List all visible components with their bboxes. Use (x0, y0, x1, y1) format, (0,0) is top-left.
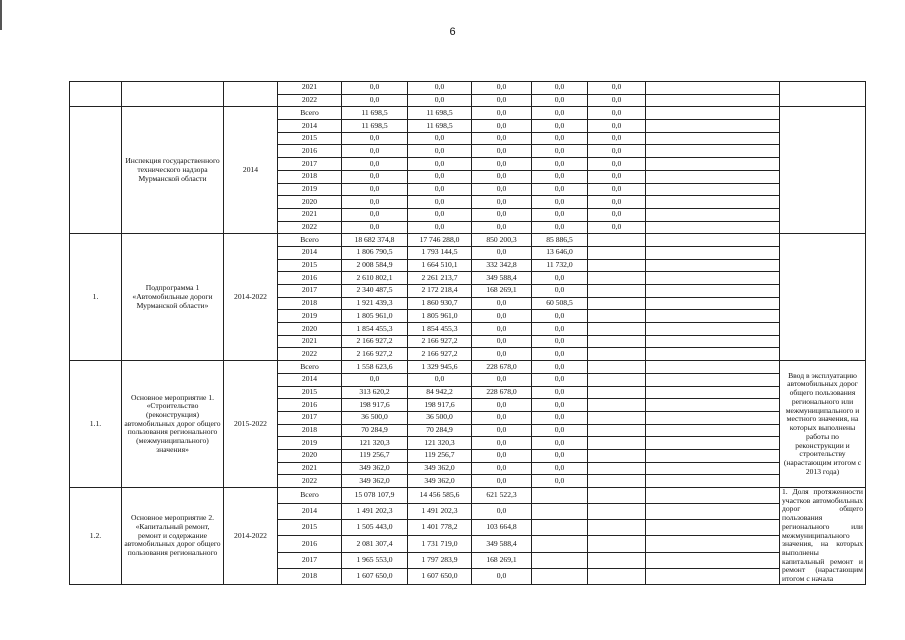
empty-cell (646, 145, 780, 158)
year-cell: 2014 (278, 120, 342, 133)
amount-cell: 198 917,6 (408, 399, 472, 412)
amount-cell: 1 731 719,0 (408, 536, 472, 552)
amount-cell: 0,0 (532, 145, 588, 158)
amount-cell: 11 698,5 (342, 120, 408, 133)
amount-cell: 84 942,2 (408, 386, 472, 399)
amount-cell: 0,0 (532, 335, 588, 348)
amount-cell: 2 261 213,7 (408, 272, 472, 285)
amount-cell: 0,0 (472, 424, 532, 437)
amount-cell (588, 488, 646, 504)
item-result (780, 234, 866, 361)
amount-cell: 0,0 (342, 170, 408, 183)
amount-cell: 0,0 (588, 208, 646, 221)
amount-cell: 0,0 (408, 208, 472, 221)
year-cell: 2016 (278, 399, 342, 412)
empty-cell (646, 504, 780, 520)
amount-cell: 17 746 288,0 (408, 234, 472, 247)
amount-cell (588, 285, 646, 298)
amount-cell: 0,0 (472, 568, 532, 584)
amount-cell: 0,0 (408, 132, 472, 145)
amount-cell: 14 456 585,6 (408, 488, 472, 504)
amount-cell: 0,0 (472, 183, 532, 196)
amount-cell: 1 664 510,1 (408, 259, 472, 272)
year-cell: 2021 (278, 462, 342, 475)
amount-cell: 0,0 (472, 335, 532, 348)
year-cell: 2016 (278, 145, 342, 158)
amount-cell: 0,0 (532, 449, 588, 462)
empty-cell (646, 158, 780, 171)
empty-cell (646, 536, 780, 552)
empty-cell (646, 568, 780, 584)
year-cell: 2018 (278, 170, 342, 183)
amount-cell: 0,0 (532, 158, 588, 171)
amount-cell: 0,0 (532, 132, 588, 145)
amount-cell (588, 246, 646, 259)
item-result (780, 107, 866, 234)
item-period: 2014-2022 (224, 488, 278, 585)
empty-cell (646, 424, 780, 437)
amount-cell: 2 172 218,4 (408, 285, 472, 298)
year-cell: Всего (278, 488, 342, 504)
amount-cell: 313 620,2 (342, 386, 408, 399)
year-cell: 2017 (278, 158, 342, 171)
amount-cell: 0,0 (472, 373, 532, 386)
amount-cell: 0,0 (472, 145, 532, 158)
amount-cell: 121 320,3 (408, 437, 472, 450)
amount-cell: 18 682 374,8 (342, 234, 408, 247)
amount-cell: 11 732,0 (532, 259, 588, 272)
empty-cell (646, 373, 780, 386)
amount-cell: 0,0 (532, 208, 588, 221)
table-row (70, 234, 866, 247)
amount-cell: 0,0 (588, 196, 646, 209)
amount-cell: 119 256,7 (342, 449, 408, 462)
amount-cell: 1 401 778,2 (408, 520, 472, 536)
amount-cell (588, 323, 646, 336)
item-name: Подпрограмма 1 «Автомобильные дороги Мурманской области» (122, 234, 224, 361)
amount-cell: 2 166 927,2 (342, 335, 408, 348)
item-result: 1. Доля протяженности участков автомобильных дорог общего пользования регионального или межмуниципального значения, на которых выполнены капитальный ремонт и ремонт (нарастающим итогом с начала (780, 488, 866, 585)
amount-cell: 349 362,0 (342, 462, 408, 475)
empty-cell (646, 361, 780, 374)
year-cell: 2015 (278, 259, 342, 272)
amount-cell (588, 335, 646, 348)
amount-cell: 0,0 (588, 170, 646, 183)
empty-cell (646, 221, 780, 234)
amount-cell: 11 698,5 (342, 107, 408, 120)
empty-cell (646, 285, 780, 298)
item-number (70, 82, 122, 107)
amount-cell (588, 424, 646, 437)
amount-cell: 60 508,5 (532, 297, 588, 310)
amount-cell: 168 269,1 (472, 552, 532, 568)
amount-cell: 2 610 802,1 (342, 272, 408, 285)
amount-cell: 0,0 (472, 82, 532, 95)
item-period (224, 82, 278, 107)
amount-cell: 1 806 790,5 (342, 246, 408, 259)
amount-cell: 70 284,9 (342, 424, 408, 437)
amount-cell (588, 399, 646, 412)
empty-cell (646, 310, 780, 323)
amount-cell: 2 340 487,5 (342, 285, 408, 298)
amount-cell (588, 520, 646, 536)
year-cell: 2015 (278, 386, 342, 399)
amount-cell: 1 505 443,0 (342, 520, 408, 536)
amount-cell (532, 504, 588, 520)
amount-cell: 0,0 (532, 221, 588, 234)
empty-cell (646, 120, 780, 133)
year-cell: 2020 (278, 323, 342, 336)
amount-cell: 349 362,0 (408, 462, 472, 475)
amount-cell: 0,0 (588, 221, 646, 234)
amount-cell (588, 259, 646, 272)
year-cell: 2019 (278, 183, 342, 196)
amount-cell: 0,0 (342, 196, 408, 209)
amount-cell: 0,0 (342, 208, 408, 221)
empty-cell (646, 462, 780, 475)
empty-cell (646, 475, 780, 488)
amount-cell: 103 664,8 (472, 520, 532, 536)
amount-cell: 0,0 (588, 82, 646, 95)
amount-cell: 0,0 (342, 94, 408, 107)
amount-cell: 36 500,0 (408, 411, 472, 424)
empty-cell (646, 208, 780, 221)
amount-cell: 70 284,9 (408, 424, 472, 437)
amount-cell (588, 373, 646, 386)
amount-cell: 1 854 455,3 (342, 323, 408, 336)
amount-cell: 0,0 (408, 221, 472, 234)
amount-cell: 0,0 (532, 196, 588, 209)
amount-cell (532, 520, 588, 536)
empty-cell (646, 82, 780, 95)
amount-cell: 0,0 (532, 183, 588, 196)
year-cell: 2016 (278, 272, 342, 285)
year-cell: 2019 (278, 310, 342, 323)
amount-cell: 332 342,8 (472, 259, 532, 272)
item-name: Инспекция государственного технического надзора Мурманской области (122, 107, 224, 234)
amount-cell: 0,0 (408, 183, 472, 196)
amount-cell: 0,0 (532, 386, 588, 399)
amount-cell: 0,0 (342, 158, 408, 171)
amount-cell: 0,0 (408, 170, 472, 183)
amount-cell: 2 166 927,2 (408, 335, 472, 348)
amount-cell (588, 361, 646, 374)
year-cell: 2017 (278, 285, 342, 298)
year-cell: 2015 (278, 520, 342, 536)
amount-cell: 0,0 (588, 132, 646, 145)
item-period: 2014 (224, 107, 278, 234)
item-name (122, 82, 224, 107)
empty-cell (646, 437, 780, 450)
amount-cell (588, 272, 646, 285)
empty-cell (646, 272, 780, 285)
empty-cell (646, 196, 780, 209)
empty-cell (646, 552, 780, 568)
empty-cell (646, 399, 780, 412)
amount-cell: 198 917,6 (342, 399, 408, 412)
item-name: Основное мероприятие 1. «Строительство (реконструкция) автомобильных дорог общего пользования регионального (межмуниципального) значения» (122, 361, 224, 488)
amount-cell (588, 552, 646, 568)
empty-cell (646, 348, 780, 361)
amount-cell: 0,0 (532, 399, 588, 412)
amount-cell: 0,0 (588, 107, 646, 120)
amount-cell: 1 797 283,9 (408, 552, 472, 568)
amount-cell: 1 921 439,3 (342, 297, 408, 310)
amount-cell (588, 437, 646, 450)
amount-cell (588, 504, 646, 520)
empty-cell (646, 259, 780, 272)
amount-cell: 85 886,5 (532, 234, 588, 247)
amount-cell: 1 805 961,0 (342, 310, 408, 323)
amount-cell (588, 310, 646, 323)
amount-cell: 0,0 (532, 462, 588, 475)
empty-cell (646, 170, 780, 183)
item-period: 2015-2022 (224, 361, 278, 488)
amount-cell: 0,0 (532, 94, 588, 107)
year-cell: Всего (278, 107, 342, 120)
amount-cell: 621 522,3 (472, 488, 532, 504)
amount-cell: 0,0 (532, 411, 588, 424)
amount-cell: 0,0 (532, 475, 588, 488)
amount-cell: 0,0 (408, 373, 472, 386)
year-cell: 2018 (278, 297, 342, 310)
amount-cell: 0,0 (472, 411, 532, 424)
amount-cell (532, 488, 588, 504)
table-row (70, 82, 866, 95)
amount-cell: 0,0 (532, 424, 588, 437)
amount-cell: 0,0 (532, 82, 588, 95)
amount-cell: 1 607 650,0 (408, 568, 472, 584)
amount-cell: 0,0 (532, 437, 588, 450)
year-cell: 2019 (278, 437, 342, 450)
year-cell: 2014 (278, 246, 342, 259)
empty-cell (646, 323, 780, 336)
item-number: 1. (70, 234, 122, 361)
amount-cell (588, 568, 646, 584)
amount-cell: 0,0 (588, 94, 646, 107)
amount-cell: 0,0 (342, 132, 408, 145)
item-number: 1.1. (70, 361, 122, 488)
amount-cell: 0,0 (532, 272, 588, 285)
amount-cell: 0,0 (408, 145, 472, 158)
amount-cell: 0,0 (472, 504, 532, 520)
empty-cell (646, 411, 780, 424)
amount-cell: 0,0 (408, 158, 472, 171)
amount-cell: 0,0 (472, 437, 532, 450)
amount-cell (588, 411, 646, 424)
amount-cell: 0,0 (408, 94, 472, 107)
year-cell: Всего (278, 234, 342, 247)
empty-cell (646, 246, 780, 259)
empty-cell (646, 234, 780, 247)
amount-cell: 0,0 (342, 373, 408, 386)
amount-cell: 0,0 (588, 158, 646, 171)
year-cell: 2015 (278, 132, 342, 145)
budget-table (69, 81, 866, 585)
amount-cell: 0,0 (472, 475, 532, 488)
table-row (70, 361, 866, 374)
amount-cell: 850 200,3 (472, 234, 532, 247)
amount-cell: 0,0 (588, 120, 646, 133)
amount-cell: 0,0 (472, 94, 532, 107)
empty-cell (646, 297, 780, 310)
amount-cell: 1 491 202,3 (342, 504, 408, 520)
amount-cell: 0,0 (472, 208, 532, 221)
amount-cell: 0,0 (342, 221, 408, 234)
amount-cell (588, 234, 646, 247)
amount-cell: 2 081 307,4 (342, 536, 408, 552)
item-period: 2014-2022 (224, 234, 278, 361)
year-cell: 2018 (278, 424, 342, 437)
empty-cell (646, 386, 780, 399)
amount-cell: 36 500,0 (342, 411, 408, 424)
amount-cell: 0,0 (472, 310, 532, 323)
table-row (70, 488, 866, 504)
item-result (780, 82, 866, 107)
amount-cell: 0,0 (532, 107, 588, 120)
amount-cell: 2 166 927,2 (408, 348, 472, 361)
amount-cell: 0,0 (532, 348, 588, 361)
amount-cell (588, 475, 646, 488)
amount-cell: 0,0 (342, 145, 408, 158)
amount-cell: 0,0 (472, 221, 532, 234)
amount-cell: 349 588,4 (472, 272, 532, 285)
amount-cell: 0,0 (472, 399, 532, 412)
year-cell: 2020 (278, 196, 342, 209)
year-cell: 2021 (278, 82, 342, 95)
amount-cell: 0,0 (472, 120, 532, 133)
year-cell: 2014 (278, 504, 342, 520)
amount-cell: 0,0 (532, 310, 588, 323)
amount-cell: 1 329 945,6 (408, 361, 472, 374)
amount-cell: 0,0 (408, 82, 472, 95)
empty-cell (646, 520, 780, 536)
amount-cell: 1 854 455,3 (408, 323, 472, 336)
amount-cell: 1 805 961,0 (408, 310, 472, 323)
amount-cell: 1 491 202,3 (408, 504, 472, 520)
year-cell: 2022 (278, 221, 342, 234)
amount-cell: 11 698,5 (408, 107, 472, 120)
amount-cell: 0,0 (472, 323, 532, 336)
empty-cell (646, 107, 780, 120)
year-cell: 2021 (278, 335, 342, 348)
amount-cell: 349 362,0 (342, 475, 408, 488)
amount-cell: 228 678,0 (472, 361, 532, 374)
amount-cell: 349 588,4 (472, 536, 532, 552)
year-cell: 2022 (278, 94, 342, 107)
empty-cell (646, 94, 780, 107)
amount-cell: 0,0 (472, 158, 532, 171)
amount-cell: 0,0 (472, 132, 532, 145)
amount-cell: 0,0 (472, 297, 532, 310)
item-number: 1.2. (70, 488, 122, 585)
amount-cell: 0,0 (472, 107, 532, 120)
item-name: Основное мероприятие 2. «Капитальный ремонт, ремонт и содержание автомобильных дорог общего пользования регионального (122, 488, 224, 585)
amount-cell: 1 860 930,7 (408, 297, 472, 310)
amount-cell: 0,0 (472, 449, 532, 462)
amount-cell: 0,0 (472, 170, 532, 183)
amount-cell: 2 166 927,2 (342, 348, 408, 361)
amount-cell: 13 646,0 (532, 246, 588, 259)
item-number (70, 107, 122, 234)
amount-cell: 0,0 (532, 361, 588, 374)
amount-cell: 0,0 (472, 246, 532, 259)
amount-cell: 15 078 107,9 (342, 488, 408, 504)
amount-cell: 1 793 144,5 (408, 246, 472, 259)
amount-cell: 0,0 (532, 373, 588, 386)
year-cell: 2016 (278, 536, 342, 552)
year-cell: Всего (278, 361, 342, 374)
year-cell: 2018 (278, 568, 342, 584)
amount-cell (588, 449, 646, 462)
year-cell: 2022 (278, 348, 342, 361)
amount-cell: 0,0 (532, 323, 588, 336)
amount-cell: 2 008 584,9 (342, 259, 408, 272)
amount-cell: 121 320,3 (342, 437, 408, 450)
amount-cell: 0,0 (472, 196, 532, 209)
amount-cell: 0,0 (532, 120, 588, 133)
empty-cell (646, 132, 780, 145)
amount-cell: 0,0 (472, 462, 532, 475)
amount-cell (588, 462, 646, 475)
amount-cell: 1 965 553,0 (342, 552, 408, 568)
empty-cell (646, 335, 780, 348)
amount-cell: 168 269,1 (472, 285, 532, 298)
amount-cell: 11 698,5 (408, 120, 472, 133)
amount-cell (532, 536, 588, 552)
year-cell: 2020 (278, 449, 342, 462)
amount-cell: 0,0 (532, 170, 588, 183)
amount-cell: 228 678,0 (472, 386, 532, 399)
amount-cell: 119 256,7 (408, 449, 472, 462)
amount-cell (588, 536, 646, 552)
year-cell: 2017 (278, 411, 342, 424)
amount-cell: 0,0 (588, 183, 646, 196)
empty-cell (646, 449, 780, 462)
page-number: 6 (449, 26, 456, 38)
empty-cell (646, 488, 780, 504)
item-result: Ввод в эксплуатацию автомобильных дорог общего пользования регионального или межмуниципального и местного значения, на которых выполнены работы по реконструкции и строительству (нарастающим итогом с 2013 года) (780, 361, 866, 488)
amount-cell: 0,0 (342, 82, 408, 95)
year-cell: 2021 (278, 208, 342, 221)
year-cell: 2017 (278, 552, 342, 568)
amount-cell: 0,0 (588, 145, 646, 158)
amount-cell: 349 362,0 (408, 475, 472, 488)
amount-cell (588, 348, 646, 361)
amount-cell (588, 386, 646, 399)
amount-cell (532, 568, 588, 584)
amount-cell: 0,0 (472, 348, 532, 361)
table-row (70, 107, 866, 120)
amount-cell (588, 297, 646, 310)
empty-cell (646, 183, 780, 196)
year-cell: 2022 (278, 475, 342, 488)
amount-cell: 0,0 (532, 285, 588, 298)
amount-cell: 0,0 (342, 183, 408, 196)
amount-cell (532, 552, 588, 568)
amount-cell: 1 558 623,6 (342, 361, 408, 374)
amount-cell: 1 607 650,0 (342, 568, 408, 584)
amount-cell: 0,0 (408, 196, 472, 209)
year-cell: 2014 (278, 373, 342, 386)
